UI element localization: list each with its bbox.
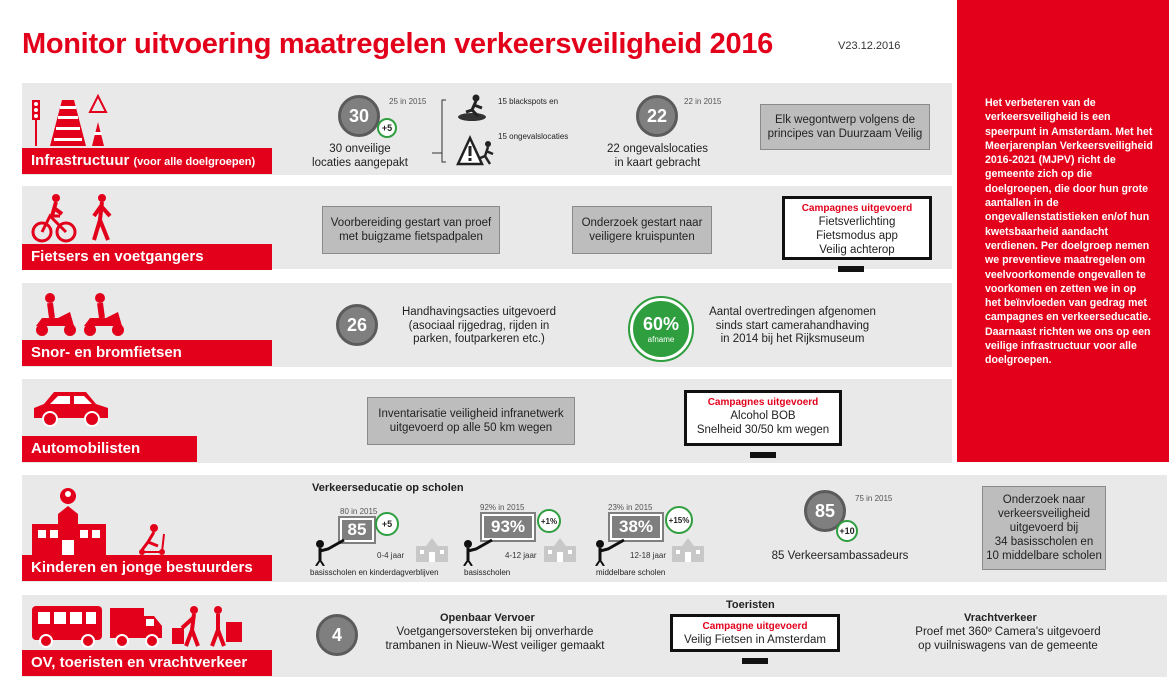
snor-pct-circle: 60% afname [630, 298, 692, 360]
kids-s1-caption: basisscholen en kinderdagverblijven [310, 568, 439, 577]
bracket-icon [432, 98, 452, 164]
blackspots-text: 15 blackspots en [498, 97, 559, 106]
school-building-icon [542, 536, 578, 562]
kids-s1-age: 0-4 jaar [377, 551, 405, 560]
warning-worker-icon [456, 134, 496, 166]
school-building-icon [414, 536, 450, 562]
auto-campaign-monitor: Campagnes uitgevoerd Alcohol BOB Snelheid 30/50 km wegen [684, 390, 842, 446]
kids-amb-badge: +10 [836, 520, 858, 542]
school-building-icon [670, 536, 706, 562]
snor-stat-circle: 26 [336, 304, 378, 346]
infra-stat2-prev: 22 in 2015 [684, 97, 722, 106]
kids-s3-caption: middelbare scholen [596, 568, 666, 577]
monitor-stand [750, 452, 776, 458]
intro-text: Het verbeteren van de verkeersveiligheid is een speerpunt in Amsterdam. Met het Meerjarenplan Verkeersveiligheid 2016-2021 (MJPV) richt de gemeente zich op die doelgroepen, die door hun grote aantallen in de ongevallenstatistieken en/of hun kwetsbaarheid aandacht verdienen. Per doelgroep nemen we preventieve maatregelen om veelvoorkomende ongevallen te voorkomen en zetten we in op het beïnvloeden van gedrag met campagnes en verkeerseducatie. Daarnaast richten we ons op een veilige infrastructuur voor alle doelgroepen. [985, 97, 1153, 367]
kids-education-heading: Verkeerseducatie op scholen [312, 482, 464, 494]
infra-stat2-desc: 22 ongevalslocaties in kaart gebracht [606, 143, 708, 169]
kids-s2-prev: 92% in 2015 [480, 503, 525, 512]
ov-label: OV, toeristen en vrachtverkeer [22, 650, 272, 676]
kids-amb-circle: 85 [804, 490, 846, 532]
fiets-campaign-monitor: Campagnes uitgevoerd Fietsverlichting Fietsmodus app Veilig achterop [782, 196, 932, 260]
kids-amb-prev: 75 in 2015 [855, 494, 893, 503]
ov-stat-circle: 4 [316, 614, 358, 656]
kids-s1-value: 85 [340, 518, 374, 542]
freight-heading: Vrachtverkeer [964, 612, 1037, 624]
auto-box-inventarisatie: Inventarisatie veiligheid infranetwerk uitgevoerd op alle 50 km wegen [367, 397, 575, 445]
kids-label: Kinderen en jonge bestuurders [22, 555, 272, 581]
bus-truck-tourist-icon [30, 602, 250, 648]
infra-stat-badge: +5 [377, 118, 397, 138]
snor-label: Snor- en bromfietsen [22, 340, 272, 366]
cyclist-pedestrian-icon [30, 192, 130, 244]
infra-stat2-circle: 22 [636, 95, 678, 137]
traffic-infrastructure-icon [28, 92, 108, 146]
infra-stat-prev: 25 in 2015 [389, 97, 427, 106]
kids-s3-badge: +15% [665, 506, 693, 534]
teacher-icon [594, 538, 634, 566]
infra-stat-desc: 30 onveilige locaties aangepakt [312, 143, 408, 169]
teacher-icon [462, 538, 502, 566]
freight-desc: Proef met 360º Camera's uitgevoerd op vuilniswagens van de gemeente [915, 626, 1101, 652]
kids-research-box: Onderzoek naar verkeersveiligheid uitgevoerd bij 34 basisscholen en 10 middelbare scholen [982, 486, 1106, 570]
kids-amb-desc: 85 Verkeersambassadeurs [771, 550, 909, 562]
kids-s2-caption: basisscholen [464, 568, 511, 577]
tourist-heading: Toeristen [726, 599, 775, 611]
blackspot-worker-icon [456, 92, 490, 122]
infra-label: Infrastructuur (voor alle doelgroepen) [22, 148, 272, 174]
ov-heading: Openbaar Vervoer [440, 612, 535, 624]
monitor-stand [838, 266, 864, 272]
snor-stat-desc: Handhavingsacties uitgevoerd (asociaal rijgedrag, rijden in parken, foutparkeren etc.) [401, 306, 557, 345]
kids-s3-prev: 23% in 2015 [608, 503, 653, 512]
tourist-campaign-monitor: Campagne uitgevoerd Veilig Fietsen in Amsterdam [670, 614, 840, 652]
version-label: V23.12.2016 [838, 40, 901, 52]
scooter-icon [30, 290, 125, 338]
kids-s3-value: 38% [610, 514, 662, 540]
ov-desc: Voetgangersoversteken bij onverharde trambanen in Nieuw-West veiliger gemaakt [385, 626, 605, 652]
ongevals-text: 15 ongevalslocaties [498, 132, 569, 141]
kids-s1-prev: 80 in 2015 [340, 507, 378, 516]
kids-s2-badge: +1% [537, 509, 561, 533]
kids-s2-value: 93% [482, 514, 534, 540]
snor-pct-desc: Aantal overtredingen afgenomen sinds start camerahandhaving in 2014 bij het Rijksmuseum [709, 306, 876, 345]
fiets-box-kruispunten: Onderzoek gestart naar veiligere kruispunten [572, 206, 712, 254]
monitor-stand [742, 658, 768, 664]
car-icon [30, 388, 112, 430]
infra-stat-circle: 30 [338, 95, 380, 137]
school-kids-icon [30, 484, 170, 556]
kids-s2-age: 4-12 jaar [505, 551, 537, 560]
teacher-icon [314, 538, 354, 566]
page-title: Monitor uitvoering maatregelen verkeersveiligheid 2016 [22, 28, 773, 60]
auto-label: Automobilisten [22, 436, 197, 462]
fiets-box-palen: Voorbereiding gestart van proef met buigzame fietspadpalen [322, 206, 500, 254]
kids-s3-age: 12-18 jaar [630, 551, 667, 560]
kids-s1-badge: +5 [375, 512, 399, 536]
infra-info-box: Elk wegontwerp volgens de principes van Duurzaam Veilig [760, 104, 930, 150]
fiets-label: Fietsers en voetgangers [22, 244, 272, 270]
